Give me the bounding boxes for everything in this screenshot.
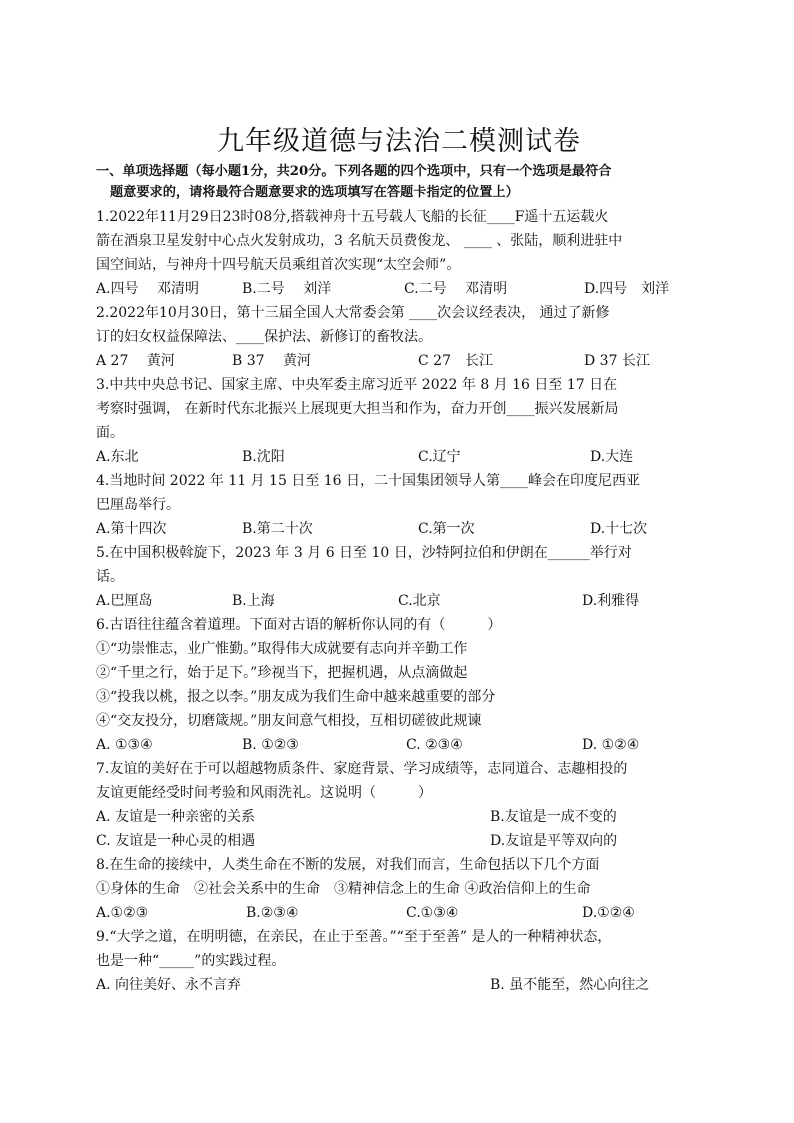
question-5 [96, 541, 702, 613]
option-row [96, 589, 702, 613]
option-a[interactable]: A.四号 邓清明 [96, 281, 200, 297]
option-d[interactable]: D.大连 [590, 449, 634, 465]
section-heading [96, 161, 702, 203]
statement-item: ④“交友投分，切磨箴规。”朋友间意气相投，互相切磋彼此规谏 [96, 713, 482, 729]
option-d[interactable]: D.利雅得 [582, 593, 640, 609]
question-text-line: 话。 [96, 569, 124, 585]
option-c[interactable]: C. 友谊是一种心灵的相遇 [96, 833, 256, 849]
option-b[interactable]: B. 虽不能至，然心向往之 [490, 977, 650, 993]
option-d[interactable]: D.四号 刘洋 [584, 281, 670, 297]
option-b[interactable]: B.上海 [232, 593, 275, 609]
question-text-line: ①身体的生命 ②社会关系中的生命 ③精神信念上的生命 ④政治信仰上的生命 [96, 881, 591, 897]
option-a[interactable]: A. 向往美好、永不言弃 [96, 977, 242, 993]
question-list [96, 205, 702, 997]
question-2 [96, 301, 702, 373]
option-b[interactable]: B.②③④ [246, 905, 299, 921]
option-b[interactable]: B. ①②③ [242, 737, 299, 753]
option-row [96, 277, 702, 301]
question-9 [96, 925, 702, 997]
question-text-line: 3.中共中央总书记、国家主席、中央军委主席习近平 2022 年 8 月 16 日至 17 日在 [96, 377, 618, 393]
option-b[interactable]: B.沈阳 [242, 449, 285, 465]
section-heading-line2: 题意要求的，请将最符合题意要求的选项填写在答题卡指定的位置上） [110, 185, 519, 200]
question-text-line: 9.“大学之道，在明明德，在亲民，在止于至善。”“至于至善” 是人的一种精神状态， [96, 929, 612, 945]
option-row [96, 445, 702, 469]
option-a[interactable]: A 27 黄河 [96, 353, 175, 369]
question-text-line: 巴厘岛举行。 [96, 497, 180, 513]
question-text-line: 也是一种“_____”的实践过程。 [96, 953, 286, 969]
option-a[interactable]: A.巴厘岛 [96, 593, 153, 609]
option-row [96, 349, 702, 373]
question-text-line: 箭在酒泉卫星发射中心点火发射成功，3 名航天员费俊龙、 ____ 、张陆，顺利进驻中 [96, 233, 623, 249]
question-6 [96, 613, 702, 757]
option-c[interactable]: C.北京 [398, 593, 441, 609]
option-a[interactable]: A.第十四次 [96, 521, 167, 537]
option-a[interactable]: A. 友谊是一种亲密的关系 [96, 809, 256, 825]
question-4 [96, 469, 702, 541]
question-8 [96, 853, 702, 925]
exam-page [96, 124, 702, 997]
question-text-line: 4.当地时间 2022 年 11 月 15 日至 16 日，二十国集团领导人第____峰会在印度尼西亚 [96, 473, 641, 489]
option-c[interactable]: C. ②③④ [406, 737, 463, 753]
option-a[interactable]: A. ①③④ [96, 737, 153, 753]
question-text-line: 1.2022年11月29日23时08分,搭载神舟十五号载人飞船的长征____F遥十五运载火 [96, 209, 609, 225]
option-row [96, 901, 702, 925]
option-row [96, 517, 702, 541]
option-d[interactable]: D 37 长江 [584, 353, 650, 369]
section-heading-line1: 一、单项选择题（每小题1分，共20分。下列各题的四个选项中，只有一个选项是最符合 [96, 164, 612, 179]
question-7 [96, 757, 702, 853]
option-row [96, 829, 702, 853]
question-text-line: 友谊更能经受时间考验和风雨洗礼。这说明（ ） [96, 785, 432, 801]
question-1 [96, 205, 702, 301]
option-c[interactable]: C 27 长江 [418, 353, 493, 369]
question-text-line: 5.在中国积极斡旋下，2023 年 3 月 6 日至 10 日，沙特阿拉伯和伊朗在______举行对 [96, 545, 632, 561]
question-text-line: 考察时强调， 在新时代东北振兴上展现更大担当和作为，奋力开创____振兴发展新局 [96, 401, 619, 417]
option-d[interactable]: D.①②④ [582, 905, 635, 921]
option-c[interactable]: C.第一次 [418, 521, 475, 537]
statement-item: ①“功崇惟志，业广惟勤。”取得伟大成就要有志向并辛勤工作 [96, 641, 468, 657]
option-c[interactable]: C.辽宁 [418, 449, 461, 465]
option-d[interactable]: D.友谊是平等双向的 [490, 833, 618, 849]
option-row [96, 805, 702, 829]
option-d[interactable]: D. ①②④ [582, 737, 640, 753]
option-b[interactable]: B.友谊是一成不变的 [490, 809, 617, 825]
statement-item: ②“千里之行，始于足下。”珍视当下，把握机遇，从点滴做起 [96, 665, 468, 681]
option-a[interactable]: A.①②③ [96, 905, 149, 921]
statement-item: ③“投我以桃，报之以李。”朋友成为我们生命中越来越重要的部分 [96, 689, 496, 705]
option-b[interactable]: B.二号 刘洋 [242, 281, 332, 297]
question-text-line: 8.在生命的接续中，人类生命在不断的发展，对我们而言，生命包括以下几个方面 [96, 857, 600, 873]
option-row [96, 973, 702, 997]
question-3 [96, 373, 702, 469]
option-c[interactable]: C.二号 邓清明 [404, 281, 508, 297]
option-a[interactable]: A.东北 [96, 449, 139, 465]
question-text-line: 面。 [96, 425, 124, 441]
option-c[interactable]: C.①③④ [406, 905, 459, 921]
option-row [96, 733, 702, 757]
question-text-line: 订的妇女权益保障法、____保护法、新修订的畜牧法。 [96, 329, 432, 345]
option-b[interactable]: B.第二十次 [242, 521, 313, 537]
option-d[interactable]: D.十七次 [590, 521, 648, 537]
question-text-line: 2.2022年10月30日，第十三届全国人大常委会第 ____次会议经表决， 通过了新修 [96, 305, 610, 321]
question-text-line: 6.古语往往蕴含着道理。下面对古语的解析你认同的有（ ） [96, 617, 502, 633]
question-text-line: 国空间站，与神舟十四号航天员乘组首次实现“太空会师”。 [96, 257, 461, 273]
option-b[interactable]: B 37 黄河 [232, 353, 312, 369]
question-text-line: 7.友谊的美好在于可以超越物质条件、家庭背景、学习成绩等，志同道合、志趣相投的 [96, 761, 628, 777]
page-title: 九年级道德与法治二模测试卷 [217, 126, 581, 157]
